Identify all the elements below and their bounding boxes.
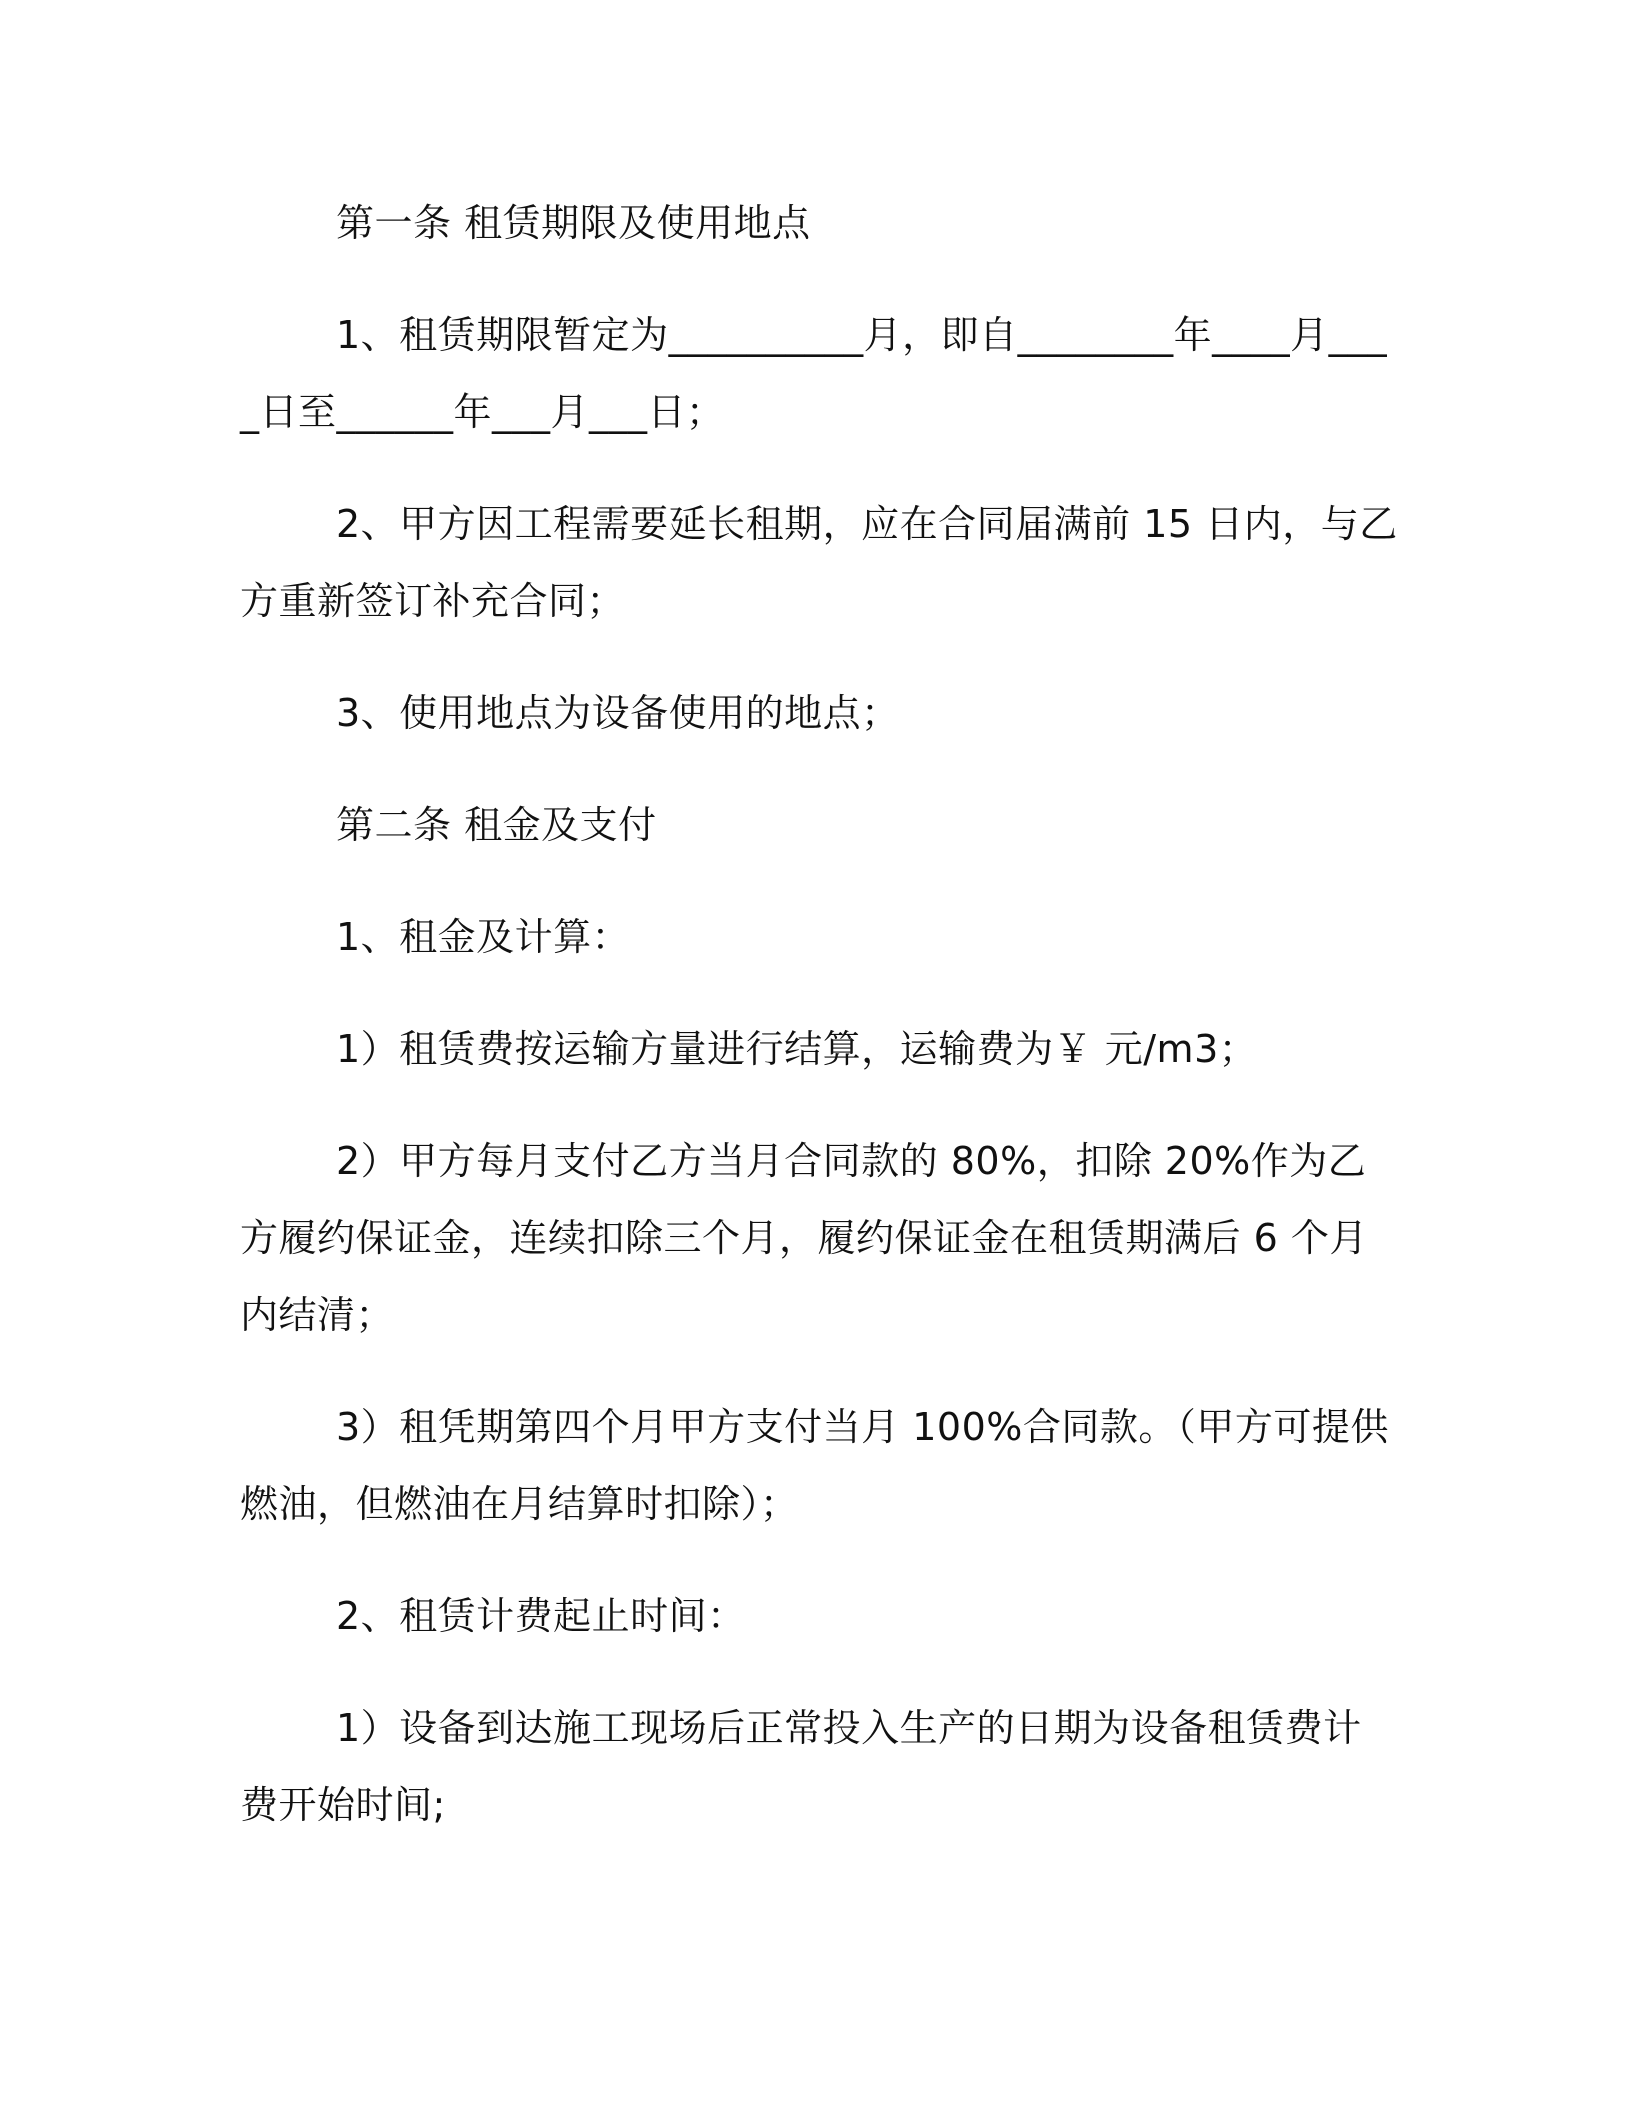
article-heading-lease-term: 第一条 租赁期限及使用地点 (336, 201, 811, 245)
clause-lease-period: 1、租赁期限暂定为__________月，即自________年____月____日至______年___月___日； (240, 313, 1388, 434)
item-monthly-payment: 2）甲方每月支付乙方当月合同款的 80%，扣除 20%作为乙方履约保证金，连续扣除三个月，履约保证金在租赁期满后 6 个月内结清； (240, 1139, 1368, 1337)
clause-extension: 2、甲方因工程需要延长租期，应在合同届满前 15 日内，与乙方重新签订补充合同； (240, 502, 1398, 623)
clause-use-location: 3、使用地点为设备使用的地点； (336, 691, 900, 735)
article-heading-rent-payment: 第二条 租金及支付 (336, 803, 657, 847)
item-transport-fee: 1）租赁费按运输方量进行结算，运输费为￥ 元/m3； (336, 1027, 1258, 1071)
item-billing-start: 1）设备到达施工现场后正常投入生产的日期为设备租赁费计费开始时间; (240, 1706, 1362, 1827)
clause-rent-calculation: 1、租金及计算： (336, 915, 631, 959)
clause-billing-period: 2、租赁计费起止时间： (336, 1594, 746, 1638)
item-fourth-month-payment: 3）租凭期第四个月甲方支付当月 100%合同款。（甲方可提供燃油，但燃油在月结算时扣除）； (240, 1405, 1389, 1526)
document-body (240, 185, 1400, 1879)
